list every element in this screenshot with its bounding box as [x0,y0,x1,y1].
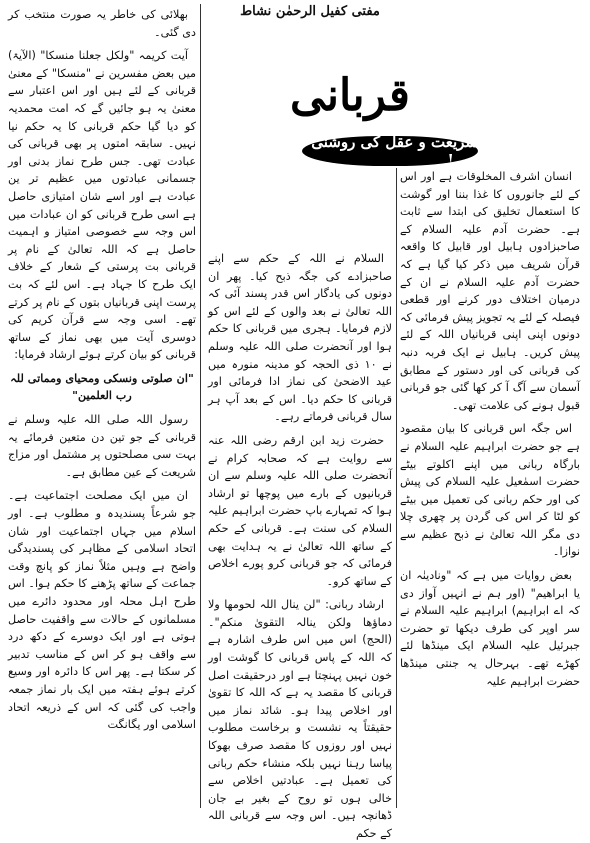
headline-box [290,66,410,124]
column-divider [396,168,397,808]
subtitle-text: شریعت و عقل کی روشنی میں! [311,133,478,169]
article-column-middle [208,250,392,840]
paragraph: بھلائی کی خاطر یہ صورت منتخب کر دی گئی۔ [8,8,196,39]
subtitle-banner [302,133,478,169]
article-column-right [400,168,580,808]
article-column-left [8,6,196,806]
paragraph: اس جگہ اس قربانی کا بیان مقصود ہے جو حضرت ابراہیم علیہ السلام نے بارگاہ ربانی میں اپنے اکلوتے بیٹے حضرت اسمٰعیل علیہ السلام کی پیش کی اور حکم ربانی کی تعمیل میں بیٹے کو لٹا کر اس کی گردن پر چھری چلا دی مگر اللہ تعالیٰ نے ذبح عظیم سے نوازا۔ [400,422,580,559]
paragraph: بعض روایات میں ہے کہ "ونادینٰہ ان یا ابراھیم" (اور ہم نے انہیں آواز دی کہ اے ابراہیم) ابراہیم علیہ السلام نے سر اوپر کی طرف دیکھا تو حضرت جبرئیل علیہ السلام ایک مینڈھا لئے کھڑے تھے۔ بہرحال یہ جنتی مینڈھا حضرت ابراہیم علیہ [400,569,580,688]
quran-verse: "ان صلوتی ونسکی ومحیای ومماتی للہ رب العلمین" [10,370,194,403]
headline-title: قربانی [290,69,410,121]
author-byline: مفتی کفیل الرحمٰن نشاط [240,4,380,19]
paragraph: آیت کریمہ "ولکل جعلنا منسکا" (الآیۃ) میں بعض مفسرین نے "منسکا" کے معنیٰ قربانی کے لئے ہیں اور اس اعتبار سے معنیٰ یہ ہو جائیں گے کہ امت محمدیہ کو دیا گیا حکم قربانی کا یہ حکم نیا نہیں۔ سابقہ امتوں پر بھی قربانی کی عبادت تھی۔ جس طرح نماز بدنی اور جسمانی عبادتوں میں عظیم تر ین عبادت ہے اور اسے شان امتیازی حاصل ہے اسی طرح قربانی کو ان عبادات میں اس وجہ سے خصوصی امتیاز و اہمیت حاصل ہے کہ اللہ تعالیٰ کے نام پر قربانی بت پرستی کے شعار کے خلاف ایک طرح کا جہاد ہے۔ اس لئے کہ بت پرست اپنی قربانیاں بتوں کے نام پر کرتے تھے۔ اسی وجہ سے قرآن کریم کی دوسری آیت میں بھی نماز کے ساتھ قربانی کو بیان کرتے ہوئے ارشاد فرمایا: [8,49,196,362]
paragraph: ان میں ایک مصلحت اجتماعیت ہے۔ جو شرعاً پسندیدہ و مطلوب ہے۔ اور اسلام میں جہاں اجتماعیت اور شان اتحاد اسلامی کے مظاہر کی پسندیدگی واضح ہے وہیں مثلاً نماز کو پانچ وقت جماعت کے ساتھ پڑھنے کا حکم ہوا۔ اس طرح اہل محلہ اور محدود دائرے میں مسلمانوں کے حالات سے واقفیت حاصل ہوتی ہے اور ایک دوسرے کے دکھ درد سے واقف ہو کر اس کے مناسب تدبیر کر سکتا ہے۔ پھر اس کا دائرہ اور وسیع کرتے ہوئے ہفتہ میں ایک بار نماز جمعہ واجب کی گئی کہ اس کے ذریعہ اتحاد اسلامی اور یگانگت [8,489,196,732]
paragraph: ارشاد ربانی: "لن ینال اللہ لحومھا ولا دماؤھا ولکن ینالہ التقویٰ منکم"۔ (الحج) اس میں اس طرف اشارہ ہے کہ اللہ کے پاس قربانی کا گوشت اور خون نہیں پہنچتا ہے اور درحقیقت اصل قربانی کا مقصد یہ ہے کہ اللہ کا تقویٰ اور اخلاص پیدا ہو۔ شائد نماز میں حقیقتاً یہ نشست و برخاست مطلوب نہیں اور روزوں کا مقصد صرف بھوکا پیاسا رہنا نہیں بلکہ منشاء حکم ربانی کی تعمیل ہے۔ عبادتیں اخلاص سے خالی ہوں تو روح کے بغیر بے جان ڈھانچہ ہیں۔ اس وجہ سے قربانی اللہ کے حکم [208,598,392,840]
paragraph: حضرت زید ابن ارقم رضی اللہ عنہ سے روایت ہے کہ صحابہ کرام نے آنحضرت صلی اللہ علیہ وسلم سے ان قربانیوں کے بارے میں پوچھا تو ارشاد ہوا کہ تمہارے باپ حضرت ابراہیم علیہ السلام کی سنت ہے۔ قربانی کے حکم کے ساتھ اللہ تعالیٰ نے یہ ہدایت بھی فرمائی کہ جو قربانی کرو پورے اخلاص کے ساتھ کرو۔ [208,433,392,588]
paragraph: السلام نے اللہ کے حکم سے اپنے صاحبزادے کی جگہ ذبح کیا۔ پھر ان دونوں کی یادگار اس قدر پسند آئی کہ اللہ تعالیٰ نے بعد والوں کے لئے اس کو لازم فرمایا۔ ہجری میں قربانی کا حکم ہوا اور آنحضرت صلی اللہ علیہ وسلم نے ۱۰ ذی الحجہ کو مدینہ منورہ میں عید الاضحیٰ کی نماز ادا فرمائی اور قربانی کا حکم دیا۔ اس کے بعد آپ ہر سال قربانی فرماتے رہے۔ [208,252,392,424]
paragraph: انسان اشرف المخلوقات ہے اور اس کے لئے جانوروں کا غذا بننا اور گوشت کا استعمال تخلیق کی ابتدا سے ثابت ہے۔ حضرت آدم علیہ السلام کے صاحبزادوں ہابیل اور قابیل کا واقعہ قرآن شریف میں ذکر کیا گیا ہے کہ حضرت آدم علیہ السلام نے ان کے درمیان اختلاف دور کرنے اور قطعی فیصلہ کے لئے یہ تجویز پیش فرمائی کہ دونوں اپنی اپنی قربانیاں اللہ کے لئے پیش کریں۔ ہابیل نے ایک فربہ دنبہ کی قربانی کی اور دستور کے مطابق آسمان سے آگ آ کر کھا گئی جو قربانی قبول ہونے کی علامت تھی۔ [400,170,580,412]
paragraph: رسول اللہ صلی اللہ علیہ وسلم نے قربانی کے جو تین دن متعین فرمائے یہ بہت سی مصلحتوں پر مشتمل اور مزاج شریعت کے عین مطابق ہے۔ [8,413,196,479]
column-divider [200,4,201,808]
